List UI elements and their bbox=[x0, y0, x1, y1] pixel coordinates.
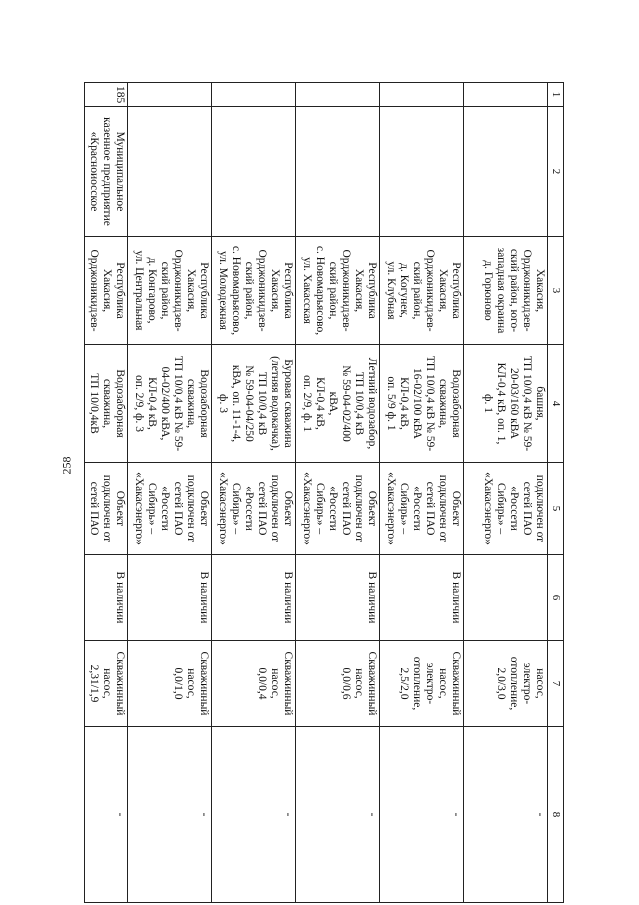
equipment-cell: Скважинный насос, 0,0/0,4 bbox=[212, 641, 296, 727]
row-number-cell: 185 bbox=[85, 83, 128, 107]
column-header: 4 bbox=[548, 345, 564, 463]
facility-cell: Водозаборная скважина, ТП 10/0,4 кВ № 59- 16-02/100 кВА КЛ-0,4 кВ, оп. 5/9 ф. 1 bbox=[380, 345, 464, 463]
availability-cell: В наличии bbox=[380, 555, 464, 641]
organization-cell bbox=[128, 107, 212, 237]
availability-cell: В наличии bbox=[85, 555, 128, 641]
organization-cell: Муниципальное казенное предприятие «Красноиосское bbox=[85, 107, 128, 237]
equipment-cell: Скважинный насос, 0,0/1,0 bbox=[128, 641, 212, 727]
row-number-cell bbox=[296, 83, 380, 107]
column-number-row bbox=[548, 83, 564, 903]
organization-cell bbox=[464, 107, 548, 237]
row-number-cell bbox=[212, 83, 296, 107]
infrastructure-table bbox=[84, 82, 564, 903]
table-row bbox=[128, 83, 212, 903]
equipment-cell: Скважинный насос, электро- отопление, 2,5/2,0 bbox=[380, 641, 464, 727]
availability-cell: В наличии bbox=[212, 555, 296, 641]
notes-cell: - bbox=[296, 727, 380, 903]
connection-cell: Объект подключен от сетей ПАО «Россети Сибирь» – «Хакасэнерго» bbox=[296, 463, 380, 555]
connection-cell: Объект подключен от сетей ПАО bbox=[85, 463, 128, 555]
column-header: 7 bbox=[548, 641, 564, 727]
facility-cell: Летний водозабор, ТП 10/0,4 кВ № 59-04-02/400 кВА, КЛ-0,4 кВ, оп. 2/9, ф. 1 bbox=[296, 345, 380, 463]
notes-cell: - bbox=[380, 727, 464, 903]
connection-cell: Объект подключен от сетей ПАО «Россети Сибирь» – «Хакасэнерго» bbox=[380, 463, 464, 555]
facility-cell: Водозаборная скважина, ТП 10/0,4 кВ № 59- 04-02/400 кВА, КЛ-0,4 кВ, оп. 2/9, ф. 3 bbox=[128, 345, 212, 463]
address-cell: Хакасия, Орджоникидзев- ский район, юго- западная окраина д. Горюново bbox=[464, 237, 548, 345]
column-header: 3 bbox=[548, 237, 564, 345]
page-number: 258 bbox=[59, 456, 74, 475]
equipment-cell: Скважинный насос, 0,0/0,6 bbox=[296, 641, 380, 727]
organization-cell bbox=[380, 107, 464, 237]
table-row bbox=[464, 83, 548, 903]
row-number-cell bbox=[380, 83, 464, 107]
column-header: 5 bbox=[548, 463, 564, 555]
facility-cell: башня, ТП 10/0,4 кВ № 59- 20-03/160 кВА КЛ-0,4 кВ, оп. 1, ф. 1 bbox=[464, 345, 548, 463]
row-number-cell bbox=[464, 83, 548, 107]
organization-cell bbox=[296, 107, 380, 237]
column-header: 6 bbox=[548, 555, 564, 641]
column-header: 2 bbox=[548, 107, 564, 237]
notes-cell: - bbox=[85, 727, 128, 903]
address-cell: Республика Хакасия, Орджоникидзев- ский район, д. Конгарово, ул. Центральная bbox=[128, 237, 212, 345]
notes-cell: - bbox=[128, 727, 212, 903]
row-number-cell bbox=[128, 83, 212, 107]
table-row bbox=[212, 83, 296, 903]
address-cell: Республика Хакасия, Орджоникидзев- bbox=[85, 237, 128, 345]
equipment-cell: насос, электро- отопление, 2,0/3,0 bbox=[464, 641, 548, 727]
availability-cell bbox=[464, 555, 548, 641]
notes-cell: - bbox=[212, 727, 296, 903]
connection-cell: подключен от сетей ПАО «Россети Сибирь» – «Хакасэнерго» bbox=[464, 463, 548, 555]
connection-cell: Объект подключен от сетей ПАО «Россети Сибирь» – «Хакасэнерго» bbox=[128, 463, 212, 555]
address-cell: Республика Хакасия, Орджоникидзев- ский район, д. Когунек, ул. Клубная bbox=[380, 237, 464, 345]
equipment-cell: Скважинный насос, 2,31/1,9 bbox=[85, 641, 128, 727]
table-row bbox=[85, 83, 128, 903]
column-header: 8 bbox=[548, 727, 564, 903]
notes-cell: - bbox=[464, 727, 548, 903]
address-cell: Республика Хакасия, Орджоникидзев- ский район, с. Новомарьясово, ул. Молодежная bbox=[212, 237, 296, 345]
rotated-table-container bbox=[84, 82, 564, 902]
facility-cell: Водозаборная скважина, ТП 10/0,4кВ bbox=[85, 345, 128, 463]
organization-cell bbox=[212, 107, 296, 237]
availability-cell: В наличии bbox=[296, 555, 380, 641]
facility-cell: Буровая скважина (летняя водокачка), ТП 10/0,4 кВ № 59-04-04/250 кВА, оп. 11-1-4, ф. 3 bbox=[212, 345, 296, 463]
table-row bbox=[380, 83, 464, 903]
address-cell: Республика Хакасия, Орджоникидзев- ский район, с. Новомарьясово, ул. Хакасская bbox=[296, 237, 380, 345]
connection-cell: Объект подключен от сетей ПАО «Россети Сибирь» – «Хакасэнерго» bbox=[212, 463, 296, 555]
table-row bbox=[296, 83, 380, 903]
column-header: 1 bbox=[548, 83, 564, 107]
availability-cell: В наличии bbox=[128, 555, 212, 641]
